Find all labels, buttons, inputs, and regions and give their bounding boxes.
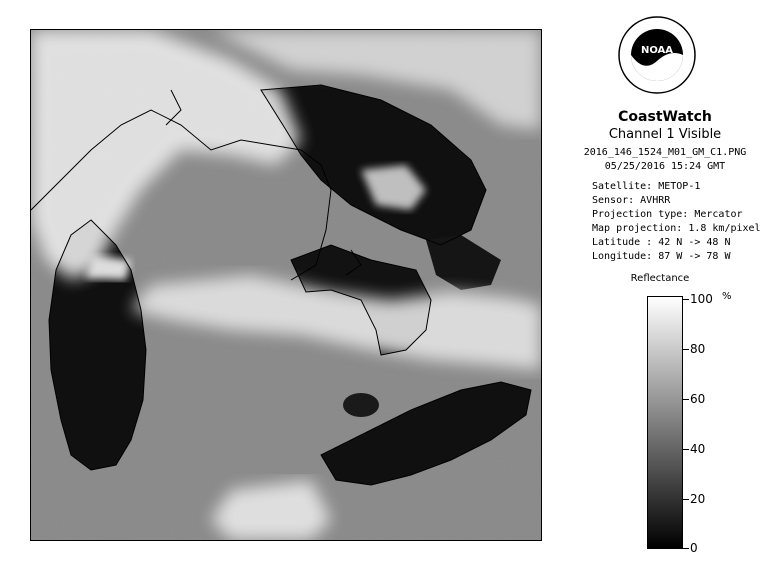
channel-label: Channel 1 Visible	[608, 127, 722, 142]
colorbar-tick-label: 20	[690, 492, 706, 506]
great-lakes-image	[31, 30, 541, 540]
colorbar-tick	[683, 499, 689, 500]
projection-type-label: Projection type: Mercator	[592, 209, 743, 220]
lake-st-clair	[343, 393, 379, 417]
colorbar-unit: %	[722, 291, 732, 302]
colorbar-tick-label: 80	[690, 342, 706, 356]
noaa-logo-text: NOAA	[640, 45, 674, 56]
map-projection-label: Map projection: 1.8 km/pixel	[592, 223, 761, 234]
app-title: CoastWatch	[618, 109, 712, 125]
filename: 2016_146_1524_M01_GM_C1.PNG	[583, 147, 747, 158]
satellite-map	[30, 29, 542, 541]
satellite-label: Satellite: METOP-1	[592, 181, 701, 192]
colorbar	[647, 296, 683, 549]
colorbar-tick-label: 0	[690, 541, 698, 555]
colorbar-tick-label: 60	[690, 392, 706, 406]
longitude-label: Longitude: 87 W -> 78 W	[592, 251, 731, 262]
sensor-label: Sensor: AVHRR	[592, 195, 671, 206]
colorbar-tick	[683, 548, 689, 549]
colorbar-tick	[683, 399, 689, 400]
datetime: 05/25/2016 15:24 GMT	[604, 161, 726, 172]
noaa-logo	[617, 15, 697, 107]
colorbar-title: Reflectance	[630, 273, 690, 284]
colorbar-tick-label: 100	[690, 292, 713, 306]
latitude-label: Latitude : 42 N -> 48 N	[592, 237, 731, 248]
colorbar-tick	[683, 449, 689, 450]
colorbar-tick	[683, 349, 689, 350]
colorbar-tick	[683, 299, 689, 300]
colorbar-tick-label: 40	[690, 442, 706, 456]
